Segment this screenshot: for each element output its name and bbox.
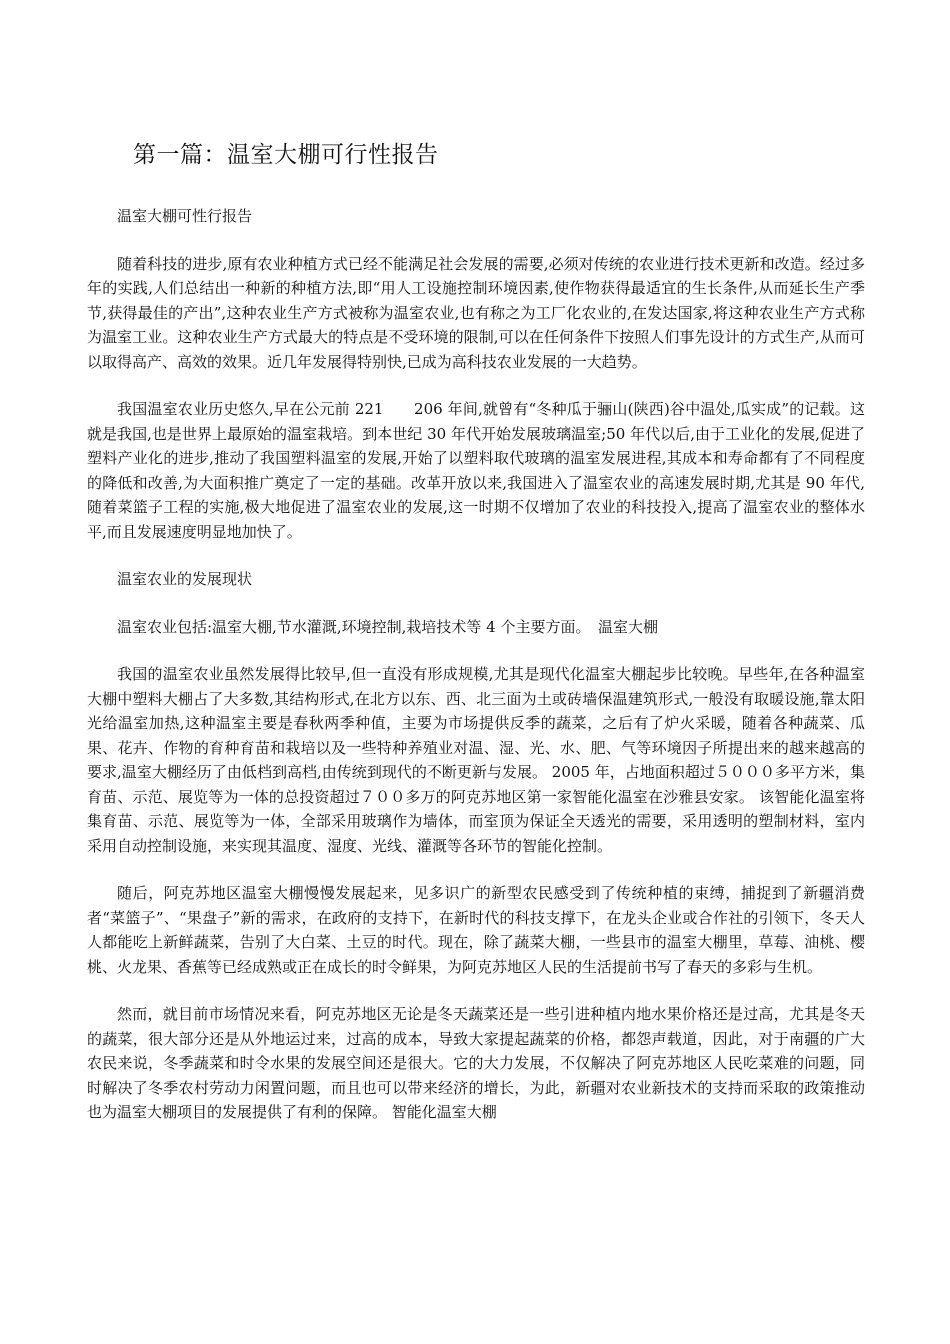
paragraph-components: 温室农业包括:温室大棚,节水灌溉,环境控制,栽培技术等 4 个主要方面。 温室大棚 bbox=[117, 617, 658, 636]
paragraph-history: 我国温室农业历史悠久,早在公元前 221 206 年间,就曾有“冬种瓜于骊山(陕西)谷中温处,瓜实成”的记载。这就是我国,也是世界上最原始的温室栽培。到本世纪 30 年代开始发展玻璃温室;50 年代以后,由于工业化的发展,促进了塑料产业化的进步,推动了我国塑料温室的发展,开始了以塑料取代玻璃的温室发展进程,其成本和寿命都有了不同程度的降低和改善,为大面积推广奠定了一定的基础。改革开放以来,我国进入了温室农业的高速发展时期,尤其是 90 年代,随着菜篮子工程的实施,极大地促进了温室农业的发展,这一时期不仅增加了农业的科技投入,提高了温室农业的整体水平,而且发展速度明显地加快了。 bbox=[87, 400, 865, 541]
paragraph-intro: 随着科技的进步,原有农业种植方式已经不能满足社会发展的需要,必须对传统的农业进行技术更新和改造。经过多年的实践,人们总结出一种新的种植方法,即“用人工设施控制环境因素,使作物获得最适宜的生长条件,从而延长生产季节,获得最佳的产出”,这种农业生产方式被称为温室农业,也有称之为工厂化农业的,在发达国家,将这种农业生产方式称为温室工业。这种农业生产方式最大的特点是不受环境的限制,可以在任何条件下按照人们事先设计的方式生产,从而可以取得高产、高效的效果。近几年发展得特别快,已成为高科技农业发展的一大趋势。 bbox=[87, 254, 865, 371]
paragraph-aksu-growth: 随后，阿克苏地区温室大棚慢慢发展起来，见多识广的新型农民感受到了传统种植的束缚，捕捉到了新疆消费者“菜篮子”、“果盘子”新的需求，在政府的支持下，在新时代的科技支撑下，在龙头企业或合作社的引领下，冬天人人都能吃上新鲜蔬菜，告别了大白菜、土豆的时代。现在，除了蔬菜大棚，一些县市的温室大棚里，草莓、油桃、樱桃、火龙果、香蕉等已经成熟或正在成长的时令鲜果，为阿克苏地区人民的生活提前书写了春天的多彩与生机。 bbox=[87, 884, 865, 976]
report-subtitle: 温室大棚可性行报告 bbox=[117, 207, 253, 225]
document-body bbox=[87, 204, 865, 1125]
paragraph-market: 然而，就目前市场情况来看，阿克苏地区无论是冬天蔬菜还是一些引进种植内地水果价格还是过高，尤其是冬天的蔬菜，很大部分还是从外地运过来，过高的成本，导致大家提起蔬菜的价格，都怨声载道，因此，对于南疆的广大农民来说，冬季蔬菜和时令水果的发展空间还是很大。它的大力发展，不仅解决了阿克苏地区人民吃菜难的问题，同时解决了冬季农村劳动力闲置问题，而且也可以带来经济的增长，为此，新疆对农业新技术的支持而采取的政策推动也为温室大棚项目的发展提供了有利的保障。 智能化温室大棚 bbox=[87, 1005, 865, 1121]
paragraph-development: 我国的温室农业虽然发展得比较早,但一直没有形成规模,尤其是现代化温室大棚起步比较晚。早些年,在各种温室大棚中塑料大棚占了大多数,其结构形式,在北方以东、西、北三面为土或砖墙保温建筑形式,一般没有取暖设施,靠太阳光给温室加热,这种温室主要是春秋两季种值，主要为市场提供反季的蔬菜，之后有了炉火采暖，随着各种蔬菜、瓜果、花卉、作物的育种育苗和栽培以及一些特种养殖业对温、湿、光、水、肥、气等环境因子所提出来的越来越高的要求,温室大棚经历了由低档到高档,由传统到现代的不断更新与发展。 2005 年，占地面积超过５０００多平方米，集育苗、示范、展览等为一体的总投资超过７００多万的阿克苏地区第一家智能化温室在沙雅县安家。 该智能化温室将集育苗、示范、展览等为一体，全部采用玻璃作为墙体，而室顶为保证全天透光的需要，采用透明的塑制材料，室内采用自动控制设施，来实现其温度、湿度、光线、灌溉等各环节的智能化控制。 bbox=[87, 665, 865, 855]
document-title: 第一篇：温室大棚可行性报告 bbox=[133, 142, 439, 168]
section-heading-status: 温室农业的发展现状 bbox=[117, 570, 253, 588]
